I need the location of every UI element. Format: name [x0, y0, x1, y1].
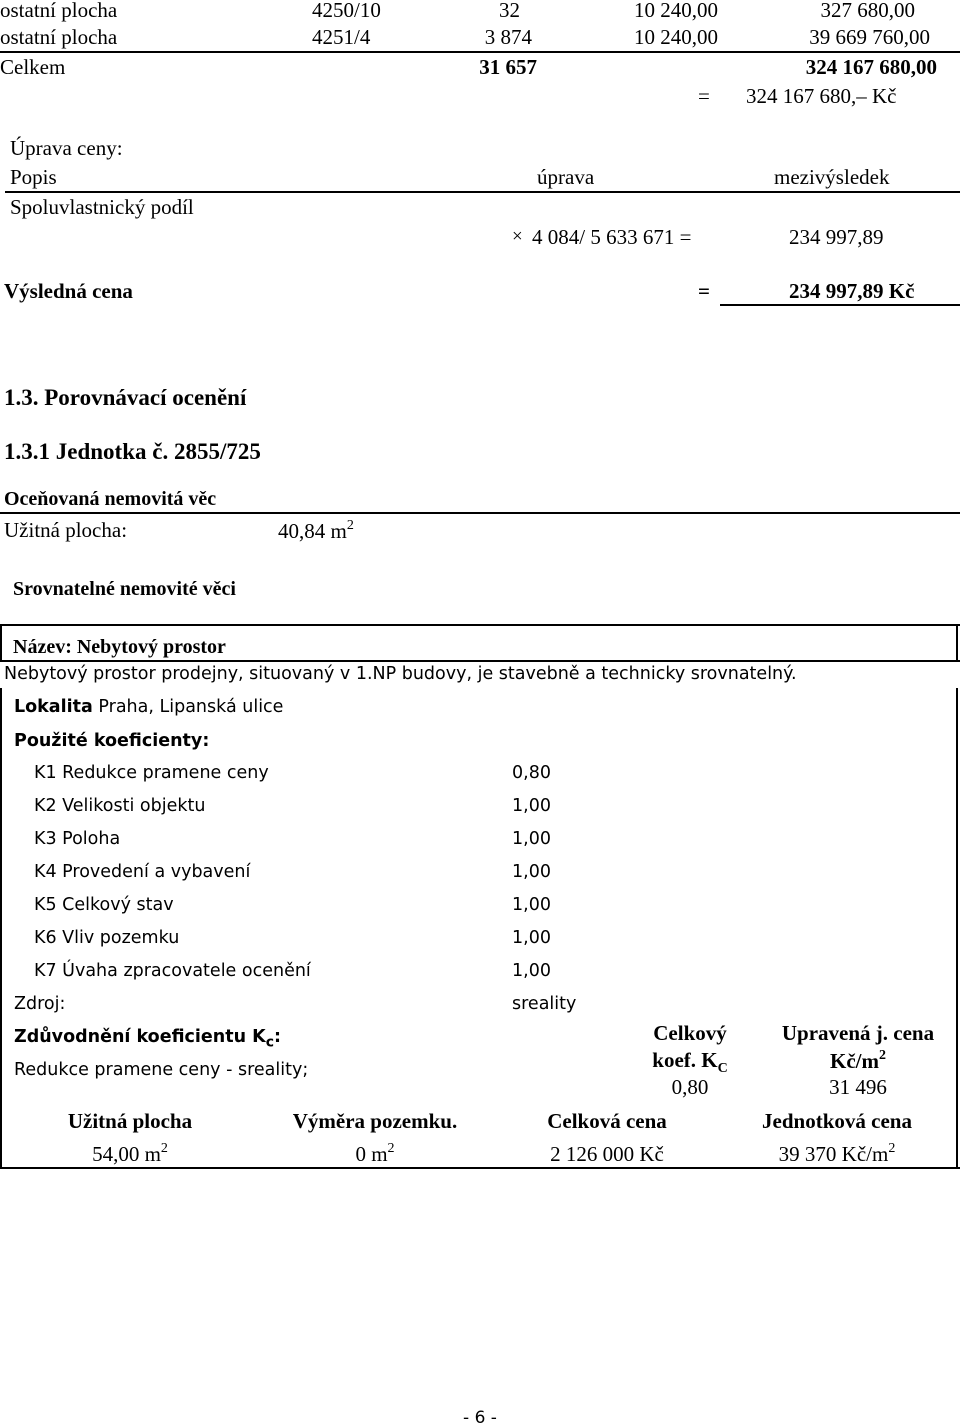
summary-value: [507, 1143, 707, 1165]
summary-header: Jednotková cena: [762, 1109, 912, 1133]
coefficient-value: 1,00: [512, 961, 551, 981]
land-parcel: 4251/4: [312, 25, 371, 49]
name-label: Název:: [13, 636, 72, 658]
summary-value-text: 39 370 Kč/m: [778, 1142, 889, 1166]
land-type: ostatní plocha: [0, 0, 118, 22]
page-number: - 6 -: [463, 1408, 497, 1428]
adjusted-value: 31 496: [829, 1075, 887, 1099]
justification-text: Redukce pramene ceny - sreality;: [14, 1060, 309, 1080]
summary-value: [737, 1143, 937, 1165]
adjustment-header-adjust: úprava: [537, 165, 595, 189]
adjustment-header-subtotal: mezivýsledek: [774, 165, 890, 189]
coefficient-label: K7 Úvaha zpracovatele ocenění: [34, 961, 311, 981]
adjusted-text: Kč/m: [830, 1049, 879, 1073]
adjustment-subtotal: 234 997,89: [789, 225, 884, 249]
box-right-border: [956, 688, 958, 1168]
summary-header: Výměra pozemku.: [292, 1109, 458, 1133]
coefficient-value: 1,00: [512, 895, 551, 915]
location: [14, 699, 283, 717]
comparable-description: Nebytový prostor prodejny, situovaný v 1.NP budovy, je stavebně a technicky srovnatelný.: [4, 664, 797, 684]
divider: [5, 191, 960, 193]
usable-label: Užitná plocha:: [4, 518, 128, 542]
result-label: Výsledná cena: [4, 279, 133, 303]
summary-value: [40, 1143, 220, 1165]
coefficient-label: K2 Velikosti objektu: [34, 796, 206, 816]
valued-title: Oceňovaná nemovitá věc: [4, 488, 217, 510]
adjusted-line1: Upravená j. cena: [781, 1021, 935, 1045]
location-label: Lokalita: [14, 697, 93, 717]
justification-title: [14, 1029, 281, 1050]
total-coeff-value: 0,80: [671, 1075, 709, 1099]
coefficient-value: 1,00: [512, 796, 551, 816]
comparables-title: Srovnatelné nemovité věci: [13, 578, 236, 600]
coefficient-label: K5 Celkový stav: [34, 895, 174, 915]
adjustment-title: Úprava ceny:: [10, 136, 123, 160]
summary-header: Užitná plocha: [67, 1109, 193, 1133]
land-price: 39 669 760,00: [809, 25, 930, 49]
box-left-border: [0, 688, 2, 1168]
summary-value-text: 54,00 m: [92, 1142, 161, 1166]
comparable-name: [13, 637, 226, 657]
land-unit-price: 10 240,00: [634, 0, 718, 22]
divider: [0, 51, 960, 53]
total-rounded: 324 167 680,– Kč: [746, 84, 897, 108]
divider: [0, 512, 960, 514]
coefficient-value: 1,00: [512, 928, 551, 948]
justification-label: Zdůvodnění koeficientu K: [14, 1027, 266, 1047]
summary-value-sup: 2: [387, 1141, 395, 1156]
usable-value: 40,84 m: [278, 519, 347, 543]
adjustment-row-label: Spoluvlastnický podíl: [10, 195, 194, 219]
summary-value-sup: 2: [888, 1141, 896, 1156]
justification-colon: :: [274, 1027, 282, 1047]
summary-value: [265, 1143, 485, 1165]
box-right-border: [956, 624, 958, 660]
result-underline: [720, 304, 960, 306]
usable-area: [278, 520, 354, 542]
coeff-title: Použité koeficienty:: [14, 731, 210, 751]
total-label: Celkem: [0, 55, 66, 79]
coefficient-label: K4 Provedení a vybavení: [34, 862, 251, 882]
section-heading: 1.3. Porovnávací ocenění: [4, 385, 247, 410]
total-coeff-line2: [630, 1050, 750, 1076]
coefficient-label: K6 Vliv pozemku: [34, 928, 180, 948]
land-price: 327 680,00: [820, 0, 915, 22]
adjusted-line2: [768, 1050, 948, 1072]
section-subheading: 1.3.1 Jednotka č. 2855/725: [4, 439, 261, 464]
summary-value-text: 2 126 000 Kč: [550, 1142, 664, 1166]
usable-sup: 2: [346, 518, 354, 533]
summary-value-sup: 2: [160, 1141, 168, 1156]
land-parcel: 4250/10: [312, 0, 381, 22]
result-value: 234 997,89 Kč: [789, 279, 915, 303]
land-type: ostatní plocha: [0, 25, 118, 49]
box-bottom-border: [0, 1167, 960, 1169]
coefficient-value: 1,00: [512, 862, 551, 882]
total-coeff-sub: C: [717, 1061, 728, 1077]
summary-value-text: 0 m: [355, 1142, 388, 1166]
box-top-border: [0, 624, 960, 626]
adjustment-header-desc: Popis: [10, 165, 57, 189]
justification-sub: c: [265, 1034, 275, 1051]
coefficient-label: K1 Redukce pramene ceny: [34, 763, 269, 783]
summary-header: Celková cena: [547, 1109, 667, 1133]
land-area: 32: [499, 0, 520, 22]
total-equals: =: [698, 84, 710, 108]
box-left-border: [0, 624, 2, 660]
adjustment-share: 4 084/ 5 633 671 =: [532, 225, 692, 249]
land-area: 3 874: [484, 25, 532, 49]
coefficient-value: 0,80: [512, 763, 551, 783]
total-coeff-text: koef. K: [652, 1048, 718, 1072]
land-unit-price: 10 240,00: [634, 25, 718, 49]
divider: [0, 660, 960, 662]
total-price: 324 167 680,00: [805, 55, 937, 79]
source-label: Zdroj:: [14, 994, 66, 1014]
name-value: Nebytový prostor: [76, 636, 226, 658]
multiply-icon: ×: [512, 226, 523, 247]
total-coeff-line1: Celkový: [653, 1021, 727, 1045]
coefficient-label: K3 Poloha: [34, 829, 121, 849]
total-area: 31 657: [479, 55, 537, 79]
coefficient-value: 1,00: [512, 829, 551, 849]
location-value: Praha, Lipanská ulice: [98, 697, 284, 717]
source-value: sreality: [512, 994, 577, 1014]
result-equals: =: [698, 279, 710, 303]
adjusted-sup: 2: [878, 1048, 886, 1063]
